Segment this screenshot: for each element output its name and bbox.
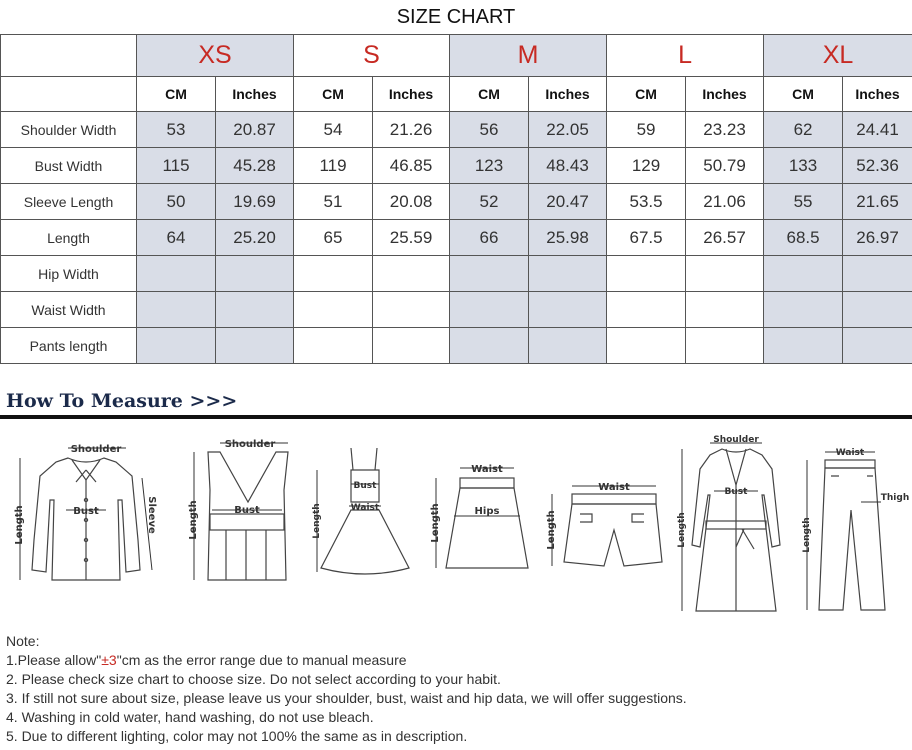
table-cell: 51 <box>294 184 373 220</box>
unit-inches: Inches <box>373 77 450 112</box>
table-cell: 129 <box>607 148 686 184</box>
table-cell <box>450 256 529 292</box>
table-cell <box>529 256 607 292</box>
unit-cm: CM <box>450 77 529 112</box>
table-cell: 26.57 <box>686 220 764 256</box>
sleeve-label: Sleeve <box>146 496 157 534</box>
unit-inches: Inches <box>529 77 607 112</box>
unit-header-row <box>1 77 912 112</box>
table-cell <box>216 256 294 292</box>
note-line-1 <box>6 651 687 670</box>
table-row-hip-width <box>1 256 912 292</box>
table-cell: 20.87 <box>216 112 294 148</box>
table-cell: 62 <box>764 112 843 148</box>
dress-illustration <box>305 430 420 590</box>
corner-cell <box>1 35 137 77</box>
blouse-illustration <box>6 430 166 590</box>
table-cell: 50.79 <box>686 148 764 184</box>
table-cell <box>137 256 216 292</box>
unit-cm: CM <box>607 77 686 112</box>
length-label: Length <box>312 503 322 539</box>
table-cell <box>216 292 294 328</box>
thigh-label: Thigh <box>880 493 910 503</box>
table-cell: 53 <box>137 112 216 148</box>
size-xs-header: XS <box>137 35 294 77</box>
measurement-illustrations <box>0 425 912 625</box>
table-cell <box>137 292 216 328</box>
table-cell: 50 <box>137 184 216 220</box>
table-cell: 64 <box>137 220 216 256</box>
skirt-illustration <box>420 430 535 590</box>
bust-label: Bust <box>724 487 748 497</box>
row-label: Sleeve Length <box>1 184 137 220</box>
table-cell: 52.36 <box>843 148 912 184</box>
shorts-illustration <box>540 430 665 590</box>
size-s-header: S <box>294 35 450 77</box>
bust-label: Bust <box>73 506 99 517</box>
size-m-header: M <box>450 35 607 77</box>
table-cell: 65 <box>294 220 373 256</box>
row-label: Pants length <box>1 328 137 364</box>
table-cell: 115 <box>137 148 216 184</box>
table-cell: 55 <box>764 184 843 220</box>
table-cell: 53.5 <box>607 184 686 220</box>
table-cell: 25.98 <box>529 220 607 256</box>
table-row-pants-length <box>1 328 912 364</box>
note-line-1-post: "cm as the error range due to manual measure <box>116 652 407 668</box>
corner-cell <box>1 77 137 112</box>
unit-inches: Inches <box>216 77 294 112</box>
table-cell <box>373 256 450 292</box>
table-cell: 25.20 <box>216 220 294 256</box>
length-label: Length <box>802 517 812 553</box>
table-cell: 21.65 <box>843 184 912 220</box>
table-cell: 19.69 <box>216 184 294 220</box>
unit-cm: CM <box>137 77 216 112</box>
table-cell <box>843 328 912 364</box>
table-cell <box>843 292 912 328</box>
size-l-header: L <box>607 35 764 77</box>
table-cell: 119 <box>294 148 373 184</box>
note-line-1-pre: 1.Please allow" <box>6 652 102 668</box>
hips-label: Hips <box>474 506 500 517</box>
table-cell <box>843 256 912 292</box>
table-cell <box>450 292 529 328</box>
tolerance-value: ±3 <box>101 652 117 668</box>
how-to-measure-heading: How To Measure >>> <box>6 390 238 412</box>
note-line-3: 3. If still not sure about size, please leave us your shoulder, bust, waist and hip data, we will offer suggestions. <box>6 690 687 706</box>
table-cell: 21.06 <box>686 184 764 220</box>
table-cell <box>764 328 843 364</box>
waist-label: Waist <box>471 464 503 475</box>
table-row-bust-width <box>1 148 912 184</box>
table-row-length <box>1 220 912 256</box>
row-label: Length <box>1 220 137 256</box>
table-cell <box>686 256 764 292</box>
table-cell: 24.41 <box>843 112 912 148</box>
table-cell: 48.43 <box>529 148 607 184</box>
table-cell: 45.28 <box>216 148 294 184</box>
note-line-2: 2. Please check size chart to choose size. Do not select according to your habit. <box>6 671 501 687</box>
unit-cm: CM <box>764 77 843 112</box>
bust-label: Bust <box>234 505 260 516</box>
table-cell <box>294 256 373 292</box>
length-label: Length <box>677 512 687 548</box>
table-cell: 25.59 <box>373 220 450 256</box>
table-cell <box>607 328 686 364</box>
size-chart-table <box>0 34 912 364</box>
note-line-4: 4. Washing in cold water, hand washing, do not use bleach. <box>6 709 374 725</box>
row-label: Bust Width <box>1 148 137 184</box>
table-cell: 52 <box>450 184 529 220</box>
trousers-illustration <box>795 430 910 620</box>
page-title: SIZE CHART <box>396 6 516 28</box>
table-cell <box>450 328 529 364</box>
length-label: Length <box>546 510 557 550</box>
table-cell: 26.97 <box>843 220 912 256</box>
table-cell: 20.08 <box>373 184 450 220</box>
trench-coat-illustration <box>670 425 795 625</box>
table-cell: 67.5 <box>607 220 686 256</box>
table-row-sleeve-length <box>1 184 912 220</box>
waist-label: Waist <box>598 482 630 493</box>
table-cell: 59 <box>607 112 686 148</box>
table-cell <box>764 256 843 292</box>
table-cell <box>373 292 450 328</box>
notes-heading: Note: <box>6 633 40 649</box>
row-label: Hip Width <box>1 256 137 292</box>
unit-inches: Inches <box>843 77 912 112</box>
table-cell <box>294 292 373 328</box>
unit-inches: Inches <box>686 77 764 112</box>
length-label: Length <box>188 500 199 540</box>
row-label: Shoulder Width <box>1 112 137 148</box>
table-cell <box>529 292 607 328</box>
table-cell: 56 <box>450 112 529 148</box>
size-header-row <box>1 35 912 77</box>
table-cell: 66 <box>450 220 529 256</box>
table-cell <box>216 328 294 364</box>
row-label: Waist Width <box>1 292 137 328</box>
table-row-shoulder-width <box>1 112 912 148</box>
table-cell <box>137 328 216 364</box>
tank-top-illustration <box>180 430 300 590</box>
table-cell <box>529 328 607 364</box>
notes-section <box>6 632 687 746</box>
table-cell: 123 <box>450 148 529 184</box>
table-cell <box>373 328 450 364</box>
table-cell: 23.23 <box>686 112 764 148</box>
section-divider <box>0 415 912 419</box>
table-cell <box>686 292 764 328</box>
shoulder-label: Shoulder <box>70 444 122 455</box>
table-cell: 22.05 <box>529 112 607 148</box>
length-label: Length <box>430 503 441 543</box>
bust-label: Bust <box>353 481 377 491</box>
table-cell: 133 <box>764 148 843 184</box>
table-cell: 20.47 <box>529 184 607 220</box>
table-cell: 46.85 <box>373 148 450 184</box>
note-line-5: 5. Due to different lighting, color may not 100% the same as in description. <box>6 728 468 744</box>
table-cell <box>607 256 686 292</box>
table-cell <box>764 292 843 328</box>
table-cell: 68.5 <box>764 220 843 256</box>
table-cell: 21.26 <box>373 112 450 148</box>
shoulder-label: Shoulder <box>713 435 759 445</box>
size-xl-header: XL <box>764 35 912 77</box>
unit-cm: CM <box>294 77 373 112</box>
table-row-waist-width <box>1 292 912 328</box>
length-label: Length <box>14 505 25 545</box>
waist-label: Waist <box>835 448 865 458</box>
table-cell <box>294 328 373 364</box>
table-cell <box>686 328 764 364</box>
table-cell <box>607 292 686 328</box>
waist-label: Waist <box>350 503 380 513</box>
table-cell: 54 <box>294 112 373 148</box>
shoulder-label: Shoulder <box>224 439 276 450</box>
